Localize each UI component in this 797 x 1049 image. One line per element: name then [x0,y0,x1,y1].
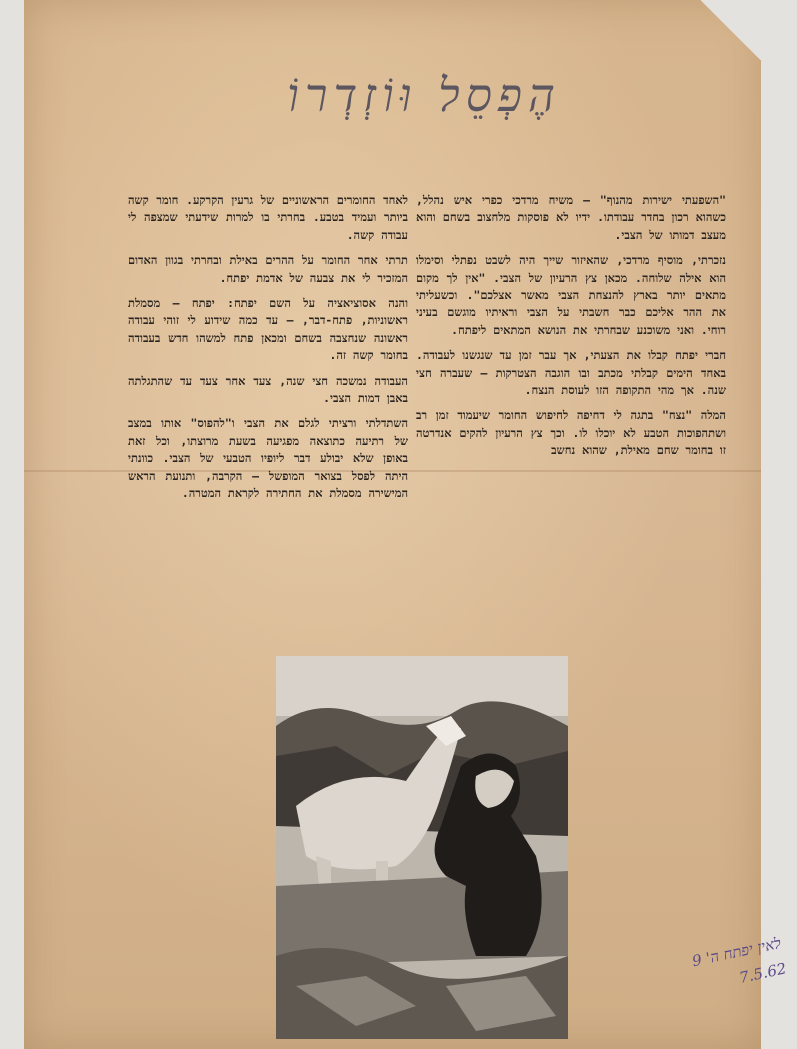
torn-corner [701,0,761,60]
paragraph: נזכרתי, מוסיף מרדכי, שהאיזור שייך היה לשבט נפתלי וסימלו הוא אילה שלוחה. מכאן צץ הרעיון של הצבי. "אין לך מקום מתאים יותר בארץ להנצחת הצבי מאשר אצלכם". וכשעליתי את ההר אליכם כבר חשבתי על הצבי וראיתיו מוגשם בעיני רוחי. ואני משוכנע שבחרתי את הנושא המתאים ליפתח. [416,253,726,337]
paragraph: לאחד החומרים הראשוניים של גרעין הקרקע. חומר קשה ביותר ועמיד בטבע. בחרתי בו למרות שידעתי שמצפה לי עבודה קשה. [128,193,408,242]
paragraph: והנה אסוציאציה על השם יפתח: יפתח — מסמלת ראשוניות, פתח-דבר, — עד כמה שידוע לי זוהי עבודה ראשונה שנחצבה בשחם ומכאן פתח למשהו חדש בעבודה בחומר קשה זה. [128,296,408,363]
paragraph: תרתי אחר החומר על ההרים באילת ובחרתי בגוון האדום המזכיר לי את צבעה של אדמת יפתח. [128,253,408,285]
article-column-left [128,192,408,511]
paragraph: השתדלתי ורציתי לגלם את הצבי ו"להפוס" אותו במצב של רתיעה כתוצאה מפגיעה בשעת מרוצתו, וכל זאת באופן שלא יבולע דבר ליופיו הטבעי של הצבי. כוונתי היתה לפסל בצואר המופשל — הקרבה, ותנועת הראש המישירה מסמלת את החתירה לקראת המטרה. [128,416,408,501]
sculptor-photo [276,656,568,1039]
document-page [24,0,788,1049]
paragraph: העבודה נמשכה חצי שנה, צעד אחר צעד עד שהתגלתה באבן דמות הצבי. [128,373,408,406]
paragraph: חברי יפתח קבלו את הצעתי, אך עבר זמן עד שנגשנו לעבודה. באחד הימים קבלתי מכתב ובו הוגבה הצטרקות — שעברה חצי שנה. אך מהי התקופה הזו לעוסת הנצח. [416,348,726,398]
paragraph: המלה "נצח" בתגה לי דחיפה לחיפוש החומר שיעמוד זמן רב ושתהפוכות הטבע לא יוכלו לו. וכך צץ הרעיון להקים אנדרטה זו בחומר שחם מאילת, שהוא נחשב [416,408,726,458]
article-column-right [416,192,726,468]
handwritten-note [641,930,797,1047]
note-date: 7.5.62 [737,959,788,987]
page-title: הֶפְסֵל וּוֹזְדְרוֹ [287,68,561,122]
note-line: לאין יפתח ה' 9 [690,933,783,971]
paragraph: "השפעתי ישירות מהנוף" — משיח מרדכי כפרי איש נהלל, כשהוא רכון בחדר עבודתו. ידיו לא פוסקות מלחצוב בשחם והוא מעצב דמותו של הצבי. [416,193,726,242]
